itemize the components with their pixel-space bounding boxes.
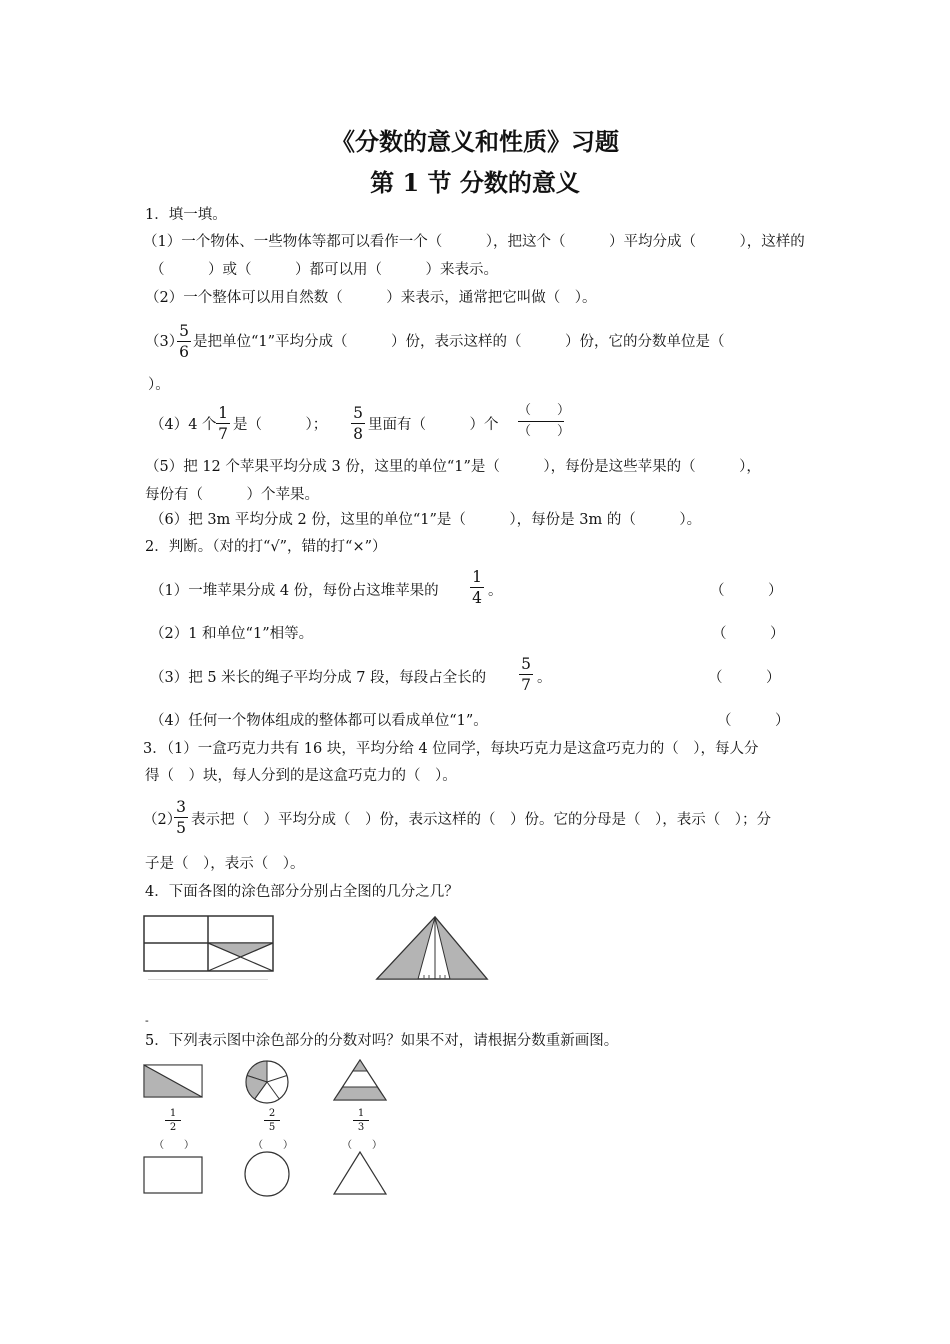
denominator-blank[interactable]: （ ） xyxy=(518,424,571,439)
label-fraction xyxy=(351,1108,371,1133)
denominator: 4 xyxy=(472,589,482,607)
q1-line: （1）一个物体、一些物体等都可以看作一个（ ），把这个（ ）平均分成（ ），这样的 xyxy=(143,234,805,250)
q2-statement: 。 xyxy=(488,583,503,599)
judge-answer-blank[interactable]: （ ） xyxy=(708,670,781,686)
q5-heading: 5．下列表示图中涂色部分的分数对吗？如果不对，请根据分数重新画图。 xyxy=(145,1033,619,1049)
circle-figure xyxy=(243,1060,293,1106)
denominator: 8 xyxy=(353,425,363,443)
numerator: 5 xyxy=(353,404,363,422)
fraction-5-8 xyxy=(351,404,365,443)
label-fraction xyxy=(262,1108,282,1133)
shaded-triangle xyxy=(208,943,273,957)
denominator: 7 xyxy=(521,676,531,694)
q1-line: 是把单位“1”平均分成（ ）份，表示这样的（ ）份，它的分数单位是（ xyxy=(193,334,725,350)
numerator: 1 xyxy=(472,568,482,586)
denominator: 5 xyxy=(176,819,186,837)
judge-answer-blank[interactable]: （ ） xyxy=(717,713,790,729)
numerator: 5 xyxy=(521,655,531,673)
denominator: 7 xyxy=(218,425,228,443)
judge-answer-blank[interactable]: （ ） xyxy=(712,626,785,642)
numerator: 1 xyxy=(357,1108,365,1119)
empty-triangle[interactable] xyxy=(332,1150,390,1198)
q3-line: 3．（1）一盒巧克力共有 16 块，平均分给 4 位同学，每块巧克力是这盒巧克力的（ ），每人分 xyxy=(143,741,759,757)
numerator: 1 xyxy=(218,404,228,422)
stray-dash: - xyxy=(145,1014,149,1027)
rectangle-figure xyxy=(143,915,275,975)
q3-line: 得（ ）块，每人分到的是这盒巧克力的（ ）。 xyxy=(145,768,457,784)
q2-statement: （2）1 和单位“1”相等。 xyxy=(150,626,314,642)
q1-line: （2）一个整体可以用自然数（ ）来表示，通常把它叫做（ ）。 xyxy=(145,290,597,306)
answer-blank[interactable]: （ ） xyxy=(154,1140,194,1151)
fraction-3-5 xyxy=(174,798,188,837)
page-title: 《分数的意义和性质》习题 xyxy=(331,127,619,156)
numerator: 1 xyxy=(169,1108,177,1119)
blank-fraction[interactable] xyxy=(518,403,571,440)
q3-line: 表示把（ ）平均分成（ ）份，表示这样的（ ）份。它的分母是（ ），表示（ ）；分 xyxy=(191,812,771,828)
numerator: 5 xyxy=(179,322,189,340)
answer-blank[interactable]: （ ） xyxy=(342,1140,382,1151)
q4-heading: 4．下面各图的涂色部分分别占全图的几分之几？ xyxy=(145,884,459,900)
fraction-1-7 xyxy=(216,404,230,443)
fraction-5-6 xyxy=(177,322,191,361)
q1-line: （5）把 12 个苹果平均分成 3 份，这里的单位“1”是（ ），每份是这些苹果的（ ）， xyxy=(145,459,761,475)
judge-answer-blank[interactable]: （ ） xyxy=(710,583,783,599)
triangle-layers-figure xyxy=(332,1058,390,1104)
q1-line: 是（ ）； xyxy=(233,417,328,433)
fraction-1-4 xyxy=(470,568,484,607)
section-title: 第 1 节 分数的意义 xyxy=(370,168,580,197)
numerator: 3 xyxy=(176,798,186,816)
empty-circle[interactable] xyxy=(243,1150,293,1200)
q1-line: （6）把 3m 平均分成 2 份，这里的单位“1”是（ ），每份是 3m 的（ ）。 xyxy=(150,512,702,528)
q2-heading: 2．判断。（对的打“√”，错的打“×”） xyxy=(145,539,387,555)
q2-statement: 。 xyxy=(537,670,552,686)
half-rectangle-figure xyxy=(143,1064,205,1100)
q3-line: 子是（ ），表示（ ）。 xyxy=(145,856,305,872)
q1-line: （4）4 个 xyxy=(150,417,217,433)
shaded-bottom xyxy=(334,1087,386,1100)
q1-line: 里面有（ ）个 xyxy=(368,417,499,433)
denominator: 2 xyxy=(169,1122,177,1133)
q1-line: （ ）或（ ）都可以用（ ）来表示。 xyxy=(150,262,498,278)
fraction-5-7 xyxy=(519,655,533,694)
q1-line: ）。 xyxy=(148,377,170,393)
denominator: 6 xyxy=(179,343,189,361)
answer-blank[interactable]: （ ） xyxy=(253,1140,293,1151)
label-fraction xyxy=(163,1108,183,1133)
q1-heading: 1．填一填。 xyxy=(145,207,227,223)
q1-line: 每份有（ ）个苹果。 xyxy=(145,487,319,503)
numerator-blank[interactable]: （ ） xyxy=(518,403,571,418)
q2-statement: （4）任何一个物体组成的整体都可以看成单位“1”。 xyxy=(150,713,488,729)
faint-line xyxy=(148,979,268,980)
numerator: 2 xyxy=(268,1108,276,1119)
denominator: 3 xyxy=(357,1122,365,1133)
triangle-figure xyxy=(375,915,490,985)
q2-statement: （3）把 5 米长的绳子平均分成 7 段，每段占全长的 xyxy=(150,670,487,686)
q3-line: （2） xyxy=(143,812,182,828)
q2-statement: （1）一堆苹果分成 4 份，每份占这堆苹果的 xyxy=(150,583,439,599)
shaded-top xyxy=(353,1060,367,1071)
q1-line: （3） xyxy=(145,334,184,350)
empty-rectangle[interactable] xyxy=(143,1156,205,1196)
denominator: 5 xyxy=(268,1122,276,1133)
